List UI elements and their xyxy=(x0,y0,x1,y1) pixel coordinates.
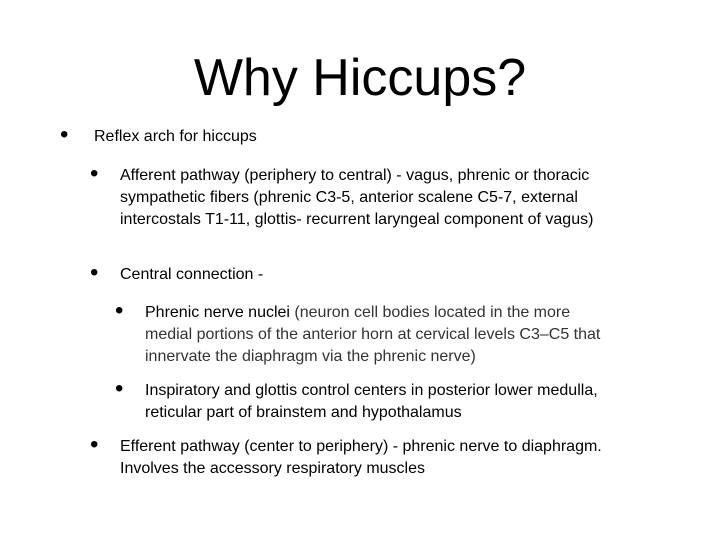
bullet-level1 xyxy=(60,121,257,148)
bullet-dot-icon: • xyxy=(90,259,99,286)
bullet-text-afferent: Afferent pathway (periphery to central) - vagus, phrenic or thoracic sympathetic fibers (phrenic C3-5, anterior scalene C5-7, external intercostals T1-11, glottis- recurrent laryngeal component of vagus) xyxy=(120,167,594,228)
bullet-afferent xyxy=(90,160,630,231)
bullet-dot-icon: • xyxy=(90,160,99,187)
bullet-text-phrenic xyxy=(145,302,615,368)
bullet-text-inspiratory: Inspiratory and glottis control centers in posterior lower medulla, reticular part of brainstem and hypothalamus xyxy=(145,382,598,421)
bullet-central xyxy=(90,259,630,286)
slide-title: Why Hiccups? xyxy=(193,49,527,107)
bullet-inspiratory xyxy=(115,375,615,424)
bullet-dot-icon: • xyxy=(90,431,99,458)
bullet-text-reflex-arch: Reflex arch for hiccups xyxy=(94,128,257,145)
bullet-text-central: Central connection - xyxy=(120,266,264,283)
bullet-dot-icon: • xyxy=(115,375,124,402)
bullet-dot-icon: • xyxy=(60,121,69,148)
bullet-phrenic xyxy=(115,297,615,368)
bullet-text-efferent: Efferent pathway (center to periphery) - phrenic nerve to diaphragm. Involves the accessory respiratory muscles xyxy=(120,438,602,477)
phrenic-detail-text: (neuron cell bodies located in the more medial portions of the anterior horn at cervical levels C3–C5 that innervate the diaphragm via the phrenic nerve) xyxy=(145,304,601,365)
phrenic-lead-text: Phrenic nerve nuclei xyxy=(145,304,290,321)
bullet-dot-icon: • xyxy=(115,297,124,324)
bullet-efferent xyxy=(90,431,630,480)
